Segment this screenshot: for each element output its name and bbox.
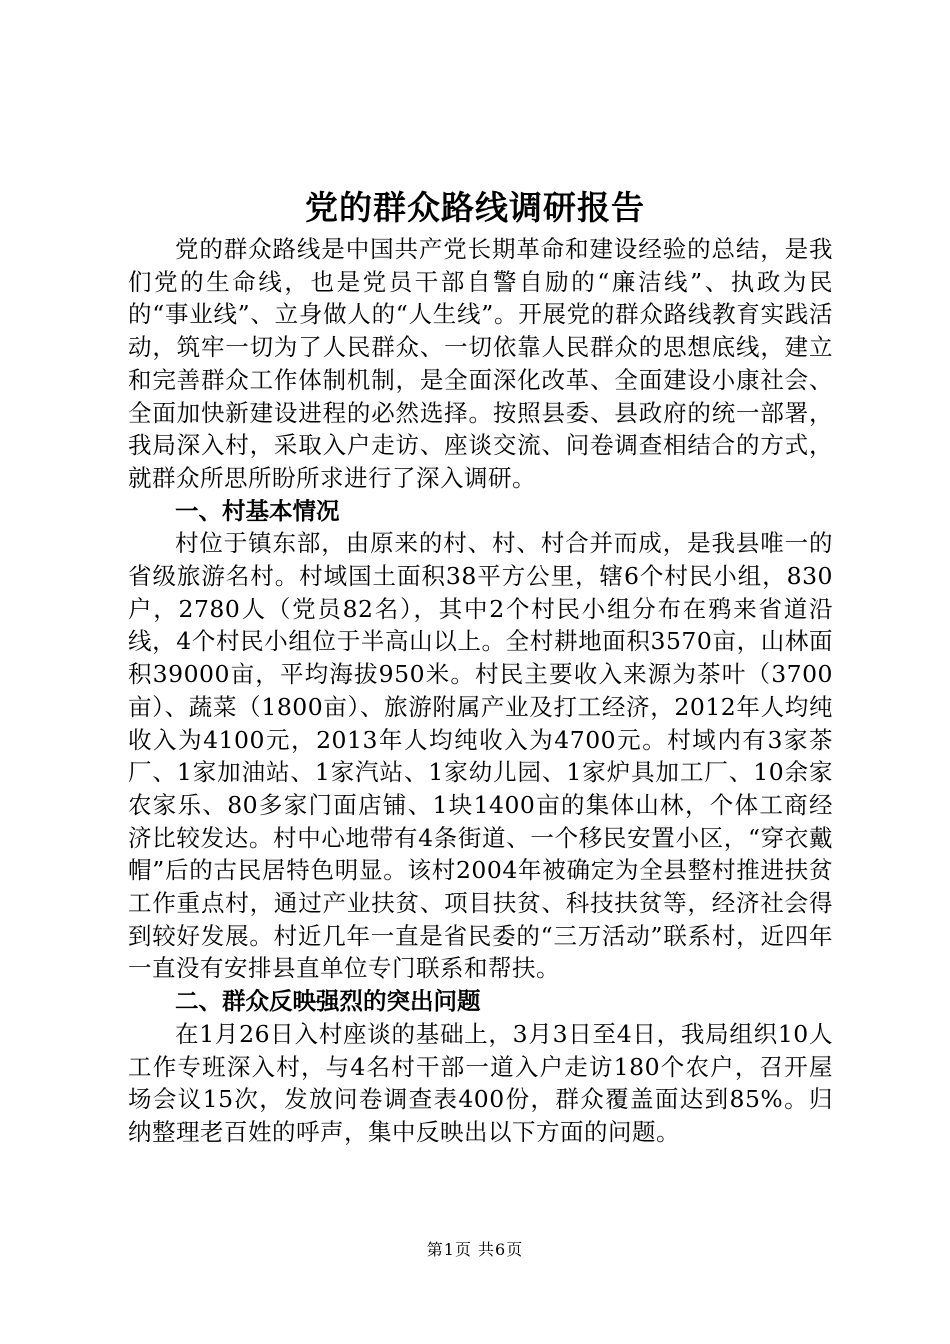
page-indicator: 第1页 共6页 [426, 1240, 524, 1259]
document-title: 党的群众路线调研报告 [305, 188, 645, 227]
section-1-paragraph: 村位于镇东部，由原来的村、村、村合并而成，是我县唯一的省级旅游名村。村域国土面积38平方公里，辖6个村民小组，830户，2780人（党员82名），其中2个村民小组分布在鸦来省道沿线，4个村民小组位于半高山以上。全村耕地面积3570亩，山林面积39000亩，平均海拔950米。村民主要收入来源为茶叶（3700亩）、蔬菜（1800亩）、旅游附属产业及打工经济，2012年人均纯收入为4100元，2013年人均纯收入为4700元。村域内有3家茶厂、1家加油站、1家汽站、1家幼儿园、1家炉具加工厂、10余家农家乐、80多家门面店铺、1块1400亩的集体山林，个体工商经济比较发达。村中心地带有4条街道、一个移民安置小区，“穿衣戴帽”后的古民居特色明显。该村2004年被确定为全县整村推进扶贫工作重点村，通过产业扶贫、项目扶贫、科技扶贫等，经济社会得到较好发展。村近几年一直是省民委的“三万活动”联系村，近四年一直没有安排县直单位专门联系和帮扶。 [128, 529, 833, 983]
section-1-heading: 一、村基本情况 [175, 496, 340, 525]
section-2-heading: 二、群众反映强烈的突出问题 [175, 987, 481, 1016]
section-2-paragraph: 在1月26日入村座谈的基础上，3月3日至4日，我局组织10人工作专班深入村，与4名村干部一道入户走访180个农户，召开屋场会议15次，发放问卷调查表400份，群众覆盖面达到85%。归纳整理老百姓的呼声，集中反映出以下方面的问题。 [128, 1019, 833, 1146]
document-body [128, 233, 833, 1149]
intro-paragraph: 党的群众路线是中国共产党长期革命和建设经验的总结，是我们党的生命线，也是党员干部自警自励的“廉洁线”、执政为民的“事业线”、立身做人的“人生线”。开展党的群众路线教育实践活动，筑牢一切为了人民群众、一切依靠人民群众的思想底线，建立和完善群众工作体制机制，是全面深化改革、全面建设小康社会、全面加快新建设进程的必然选择。按照县委、县政府的统一部署，我局深入村，采取入户走访、座谈交流、问卷调查相结合的方式，就群众所思所盼所求进行了深入调研。 [128, 235, 833, 492]
